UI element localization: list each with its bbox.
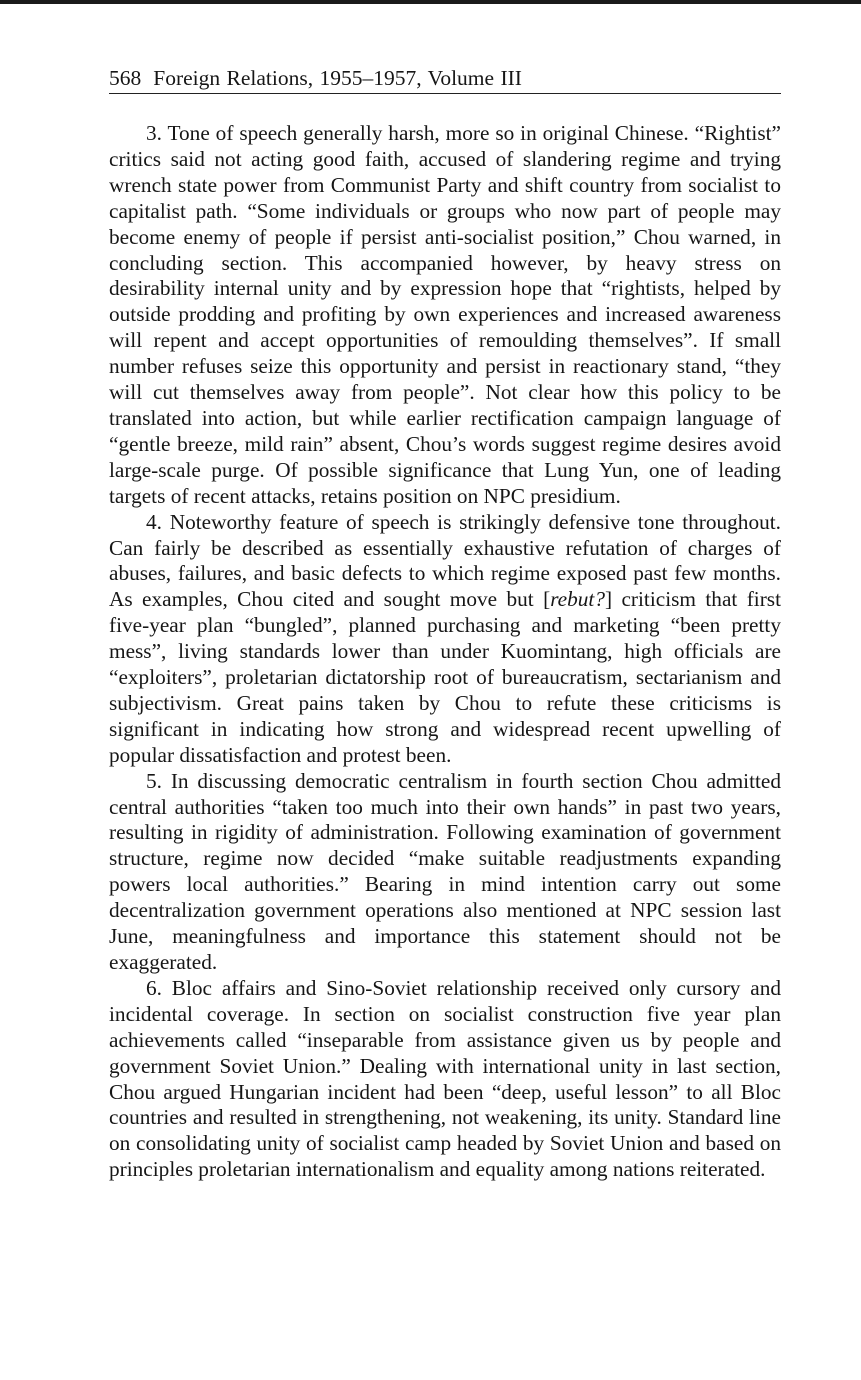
paragraph-3 xyxy=(109,121,781,510)
document-body xyxy=(109,121,781,1183)
editorial-insertion: rebut? xyxy=(550,587,605,612)
paragraph-4 xyxy=(109,510,781,769)
running-title: Foreign Relations, 1955–1957, Volume III xyxy=(153,66,522,90)
paragraph-4-text-after: ] criticism that first five-year plan “bungled”, planned purchasing and marketing “been pretty mess”, living standards lower than under Kuomintang, high officials are “exploiters”, proletarian dictatorship root of bureaucratism, sectarianism and subjectivism. Great pains taken by Chou to refute these criticisms is significant in indicating how strong and widespread recent upwelling of popular dissatisfaction and protest been. xyxy=(109,587,781,767)
paragraph-6-text: 6. Bloc affairs and Sino-Soviet relationship received only cursory and incidental coverage. In section on socialist construction five year plan achievements called “inseparable from assistance given us by people and government Soviet Union.” Dealing with international unity in last section, Chou argued Hungarian incident had been “deep, useful lesson” to all Bloc countries and resulted in strengthening, not weakening, its unity. Standard line on consolidating unity of socialist camp headed by Soviet Union and based on principles proletarian internationalism and equality among nations reiterated. xyxy=(109,975,781,1182)
running-header xyxy=(109,62,781,94)
paragraph-6 xyxy=(109,976,781,1183)
paragraph-5 xyxy=(109,769,781,976)
page-top-border xyxy=(0,0,861,4)
paragraph-3-text: 3. Tone of speech generally harsh, more so in original Chinese. “Rightist” critics said not acting good faith, accused of slandering regime and trying wrench state power from Communist Party and shift country from socialist to capitalist path. “Some individuals or groups who now part of people may become enemy of people if persist anti-socialist position,” Chou warned, in concluding section. This accompanied however, by heavy stress on desirability internal unity and by expression hope that “rightists, helped by outside prodding and profiting by own experiences and increased awareness will repent and accept opportunities of remoulding themselves”. If small number refuses seize this opportunity and persist in reactionary stand, “they will cut themselves away from people”. Not clear how this policy to be translated into action, but while earlier rectification campaign language of “gentle breeze, mild rain” absent, Chou’s words suggest regime desires avoid large-scale purge. Of possible significance that Lung Yun, one of leading targets of recent attacks, retains position on NPC presidium. xyxy=(109,121,781,508)
paragraph-4-text-before: 4. Noteworthy feature of speech is strikingly defensive tone throughout. Can fairly be described as essentially exhaustive refutation of charges of abuses, failures, and basic defects to which regime exposed past few months. As examples, Chou cited and sought move but [ xyxy=(109,509,781,612)
page-number: 568 xyxy=(109,66,142,90)
paragraph-5-text: 5. In discussing democratic centralism in fourth section Chou admitted central authorities “taken too much into their own hands” in past two years, resulting in rigidity of administration. Following examination of government structure, regime now decided “make suitable readjustments expanding powers local authorities.” Bearing in mind intention carry out some decentralization government operations also mentioned at NPC session last June, meaningfulness and importance this statement should not be exaggerated. xyxy=(109,768,781,974)
